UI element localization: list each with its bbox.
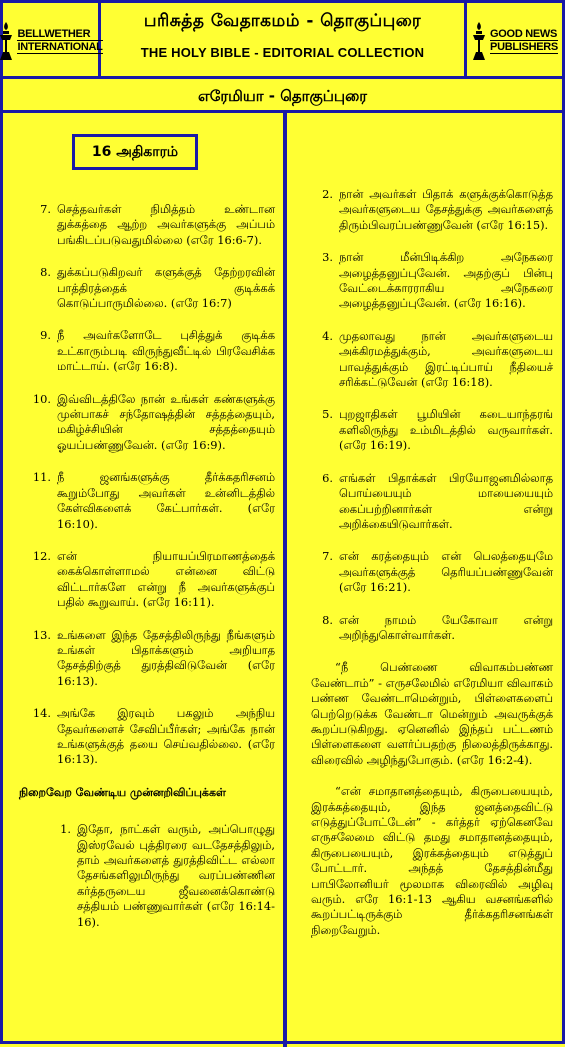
list-item <box>29 706 275 768</box>
list-item <box>29 470 275 532</box>
item-text: இதோ, நாட்கள் வரும், அப்பொழுது இஸ்ரவேல் புத்திரரை வடதேசத்திலும், தாம் அவர்களைத் துரத்திவிட்ட எல்லா தேசங்களிலுமிருந்து வரப்பண்ணின கர்த்தருடைய ஜீவனைக்கொண்டு சத்தியம் பண்ணுவார்கள் (எரே 16:14-16). <box>77 822 275 929</box>
list-item <box>311 613 553 644</box>
list-item <box>311 329 553 391</box>
item-number: 6. <box>322 470 333 485</box>
list-item <box>311 187 553 233</box>
list-item <box>29 822 275 930</box>
lamp-icon <box>471 20 487 62</box>
item-text: எங்கள் பிதாக்கள் பிரயோஜனமில்லாத பொய்யையும் மாயையையும் கைப்பற்றினார்கள் என்று அறிக்கையிடுவார்கள். <box>339 470 553 531</box>
left-logo-line-2: INTERNATIONAL <box>17 41 103 53</box>
left-column <box>19 202 275 947</box>
book-title: எரேமியா - தொகுப்புரை <box>197 87 368 105</box>
list-item <box>29 202 275 248</box>
item-text: புறஜாதிகள் பூமியின் கடையாந்தரங் களிலிருந்து உம்மிடத்தில் வருவார்கள். (எரே 16:19). <box>339 407 553 453</box>
list-item <box>29 628 275 690</box>
item-text: துக்கப்படுகிறவர் களுக்குத் தேற்றரவின் பாத்திரத்தைக் குடிக்கக் கொடுப்பாருமில்லை. (எரே 16:7) <box>57 265 275 311</box>
item-text: முதலாவது நான் அவர்களுடைய அக்கிரமத்துக்கும், அவர்களுடைய பாவத்துக்கும் இரட்டிப்பாய் நீதியைச் சரிக்கட்டுவேன் (எரே 16:18). <box>339 328 553 390</box>
item-number: 8. <box>40 265 51 280</box>
list-item <box>29 265 275 311</box>
item-number: 10. <box>32 391 51 406</box>
item-number: 1. <box>60 822 71 837</box>
right-logo-line-2: PUBLISHERS <box>490 41 558 53</box>
commentary-paragraph: “என் சமாதானத்தையும், கிருபையையும், இரக்கத்தையும், இந்த ஜனத்தைவிட்டு எடுத்துப்போட்டேன்” - கர்த்தர் ஏற்கெனவே எருசலேமை விட்டு தமது சமாதானத்தையும், கிருபையையும், இரக்கத்தையும் எடுத்துப் போட்டார். அந்தத் தேசத்தின்மீது பாபிலோனியர் மூலமாக விரைவில் அழிவு வரும். எரே 16:1-13 ஆகிய வசனங்களில் கூறப்பட்டிருக்கும் தீர்க்கதரிசனங்கள் நிறைவேறும். <box>311 784 553 937</box>
item-text: என் நாமம் யேகோவா என்று அறிந்துகொள்வார்கள். <box>339 612 553 642</box>
item-number: 3. <box>322 250 333 265</box>
title-english: THE HOLY BIBLE - EDITORIAL COLLECTION <box>140 45 425 60</box>
item-number: 11. <box>32 470 51 485</box>
header-divider <box>3 76 562 79</box>
list-item <box>29 328 275 374</box>
bellwether-logo <box>3 3 101 79</box>
item-number: 12. <box>32 548 51 563</box>
left-logo-line-1: BELLWETHER <box>17 28 102 41</box>
item-text: நீ ஜனங்களுக்கு தீர்க்கதரிசனம் கூறும்போது அவர்கள் உன்னிடத்தில் கேள்விகளைக் கேட்பார்கள். (எரே 16:10). <box>57 470 275 531</box>
item-text: நான் மீன்பிடிக்கிற அநேகரை அழைத்தனுப்புவேன். அதற்குப் பின்பு வேட்டைக்காரராகிய அநேகரை அழைத்தனுப்புவேன். (எரே 16:16). <box>339 250 553 311</box>
item-number: 9. <box>40 328 51 343</box>
list-item <box>29 549 275 611</box>
item-number: 8. <box>322 612 333 627</box>
right-column <box>311 187 553 954</box>
list-item <box>311 407 553 453</box>
item-number: 13. <box>32 627 51 642</box>
item-number: 14. <box>32 706 51 721</box>
item-number: 7. <box>40 202 51 216</box>
item-text: உங்களை இந்த தேசத்திலிருந்து நீங்களும் உங்கள் பிதாக்களும் அறியாத தேசத்திற்குத் துரத்திவிடுவேன் (எரே 16:13). <box>57 627 275 688</box>
list-item <box>311 549 553 595</box>
item-number: 5. <box>322 407 333 422</box>
item-text: நான் அவர்கள் பிதாக் களுக்குக்கொடுத்த அவர்களுடைய தேசத்துக்கு அவர்களைத் திரும்பிவரப்பண்ணுவேன் (எரே 16:15). <box>339 187 553 232</box>
header-titles <box>101 3 464 79</box>
item-text: என் நியாயப்பிரமாணத்தைக் கைக்கொள்ளாமல் என்னை விட்டு விட்டார்களே என்று நீ அவர்களுக்குப் பதில் கூறுவாய். (எரே 16:11). <box>57 548 275 610</box>
good-news-logo <box>464 3 562 79</box>
lamp-icon <box>0 20 14 62</box>
item-text: என் கரத்தையும் என் பெலத்தையுமே அவர்களுக்குத் தெரியப்பண்ணுவேன் (எரே 16:21). <box>339 549 553 595</box>
item-number: 4. <box>322 328 333 343</box>
column-divider <box>283 113 287 1047</box>
item-text: நீ அவர்களோடே புசித்துக் குடிக்க உட்காரும்படி விருந்துவீட்டில் பிரவேசிக்க மாட்டாய். (எரே 16:8). <box>57 328 275 374</box>
list-item <box>311 471 553 533</box>
list-item <box>29 392 275 454</box>
title-tamil: பரிசுத்த வேதாகமம் - தொகுப்புரை <box>143 11 422 31</box>
item-text: செத்தவர்கள் நிமித்தம் உண்டான துக்கத்தை ஆற்ற அவர்களுக்கு அப்பம் பங்கிடப்படுவதுமில்லை (எரே 16:6-7). <box>57 202 275 247</box>
chapter-heading: 16 அதிகாரம் <box>72 134 198 170</box>
item-number: 2. <box>322 187 333 201</box>
commentary-paragraph: “நீ பெண்ணை விவாகம்பண்ண வேண்டாம்” - எருசலேமில் எரேமியா விவாகம் பண்ண வேண்டாமென்றும், பிள்ளைகளைப் பெற்றெடுக்க வேண்டா மென்றும் அவருக்குக் கூறப்படுகிறது. ஏனெனில் இந்தப் பட்டணம் பிள்ளைகளை வளர்ப்பதற்கு நிலைத்திருக்காது. விரைவில் அழிந்துபோகும். (எரே 16:2-4). <box>311 660 553 767</box>
list-item <box>311 250 553 312</box>
item-text: அங்கே இரவும் பகலும் அந்நிய தேவர்களைச் சேவிப்பீர்கள்; அங்கே நான் உங்களுக்குத் தயை செய்வதில்லை. (எரே 16:13). <box>57 706 275 767</box>
right-logo-line-1: GOOD NEWS <box>490 28 558 40</box>
item-text: இவ்விடத்திலே நான் உங்கள் கண்களுக்கு முன்பாகச் சந்தோஷத்தின் சத்தத்தையும், மகிழ்ச்சியின் சத்தத்தையும் ஓயப்பண்ணுவேன். (எரே 16:9). <box>57 391 275 452</box>
item-number: 7. <box>322 549 333 564</box>
section-title: நிறைவேற வேண்டிய முன்னறிவிப்புக்கள் <box>19 785 226 799</box>
